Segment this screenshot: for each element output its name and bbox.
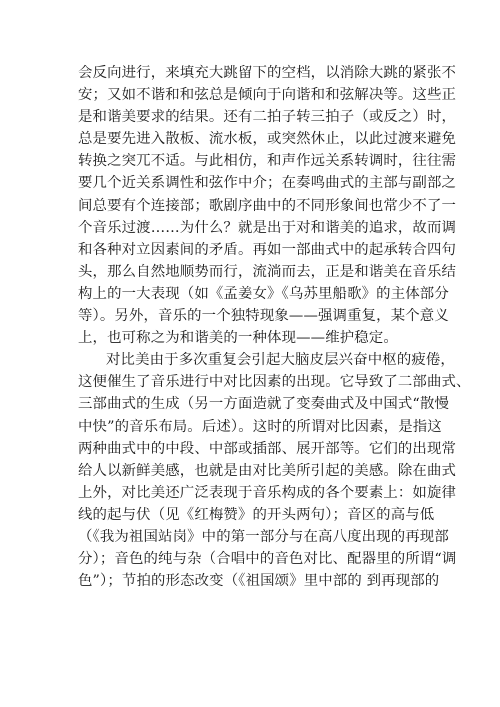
paragraph-2-line-3: 三部曲式的生成（另一方面造就了变奏曲式及中国式“散慢 [78,396,450,413]
paragraph-2-line-9: （《我为祖国站岗》中的第一部分与在高八度出现的再现部 [78,528,449,545]
paragraph-1-line-10: 头，那么自然地顺势而行，流淌而去，正是和谐美在音乐结 [78,263,457,280]
paragraph-1-line-12: 等）。另外，音乐的一个独特现象——强调重复，某个意义 [78,308,449,325]
paragraph-1-line-11: 构上的一大表现（如《孟姜女》《乌苏里船歌》的主体部分 [78,285,449,302]
paragraph-2-line-8: 线的起与伏（见《红梅赞》的开头两句）；音区的高与低 [78,506,435,523]
paragraph-2-line-4: 中快”的音乐布局。后述）。这时的所谓对比因素，是指这 [78,418,442,435]
paragraph-1-line-4: 总是要先进入散板、流水板，或突然休止，以此过渡来避免 [78,131,457,148]
paragraph-1-line-5: 转换之突兀不适。与此相仿，和声作远关系转调时，往往需 [78,153,457,170]
paragraph-2-line-6: 给人以新鲜美感，也就是由对比美所引起的美感。除在曲式 [78,462,457,479]
paragraph-1-line-3: 是和谐美要求的结果。还有二拍子转三拍子（或反之）时， [78,109,457,126]
paragraph-1-line-8: 个音乐过渡……为什么？就是出于对和谐美的追求，故而调 [78,219,457,236]
paragraph-1-line-2: 安；又如不谐和和弦总是倾向于向谐和和弦解决等。这些正 [78,87,457,104]
paragraph-1-line-9: 和各种对立因素间的矛盾。再如一部曲式中的起承转合四句 [78,241,457,258]
paragraph-1-line-1: 会反向进行，来填充大跳留下的空档，以消除大跳的紧张不 [78,65,457,81]
paragraph-2-line-10: 分）；音色的纯与杂（合唱中的音色对比、配器里的所谓“调 [78,551,457,568]
paragraph-2-line-7: 上外，对比美还广泛表现于音乐构成的各个要素上：如旋律 [78,484,457,501]
body-text [78,62,471,592]
paragraph-1-line-7: 间总要有个连接部；歌剧序曲中的不同形象间也常少不了一 [78,197,457,214]
paragraph-1-line-13: 上，也可称之为和谐美的一种体现——维护稳定。 [78,330,398,347]
paragraph-2-line-5: 两种曲式中的中段、中部或插部、展开部等。它们的出现常 [78,440,457,457]
paragraph-2-line-1: 对比美由于多次重复会引起大脑皮层兴奋中枢的疲倦， [106,352,455,369]
paragraph-1-line-6: 要几个近关系调性和弦作中介；在奏鸣曲式的主部与副部之 [78,175,457,192]
paragraph-2-line-2: 这便催生了音乐进行中对比因素的出现。它导致了二部曲式、 [78,374,471,391]
paragraph-2-line-11: 色”）；节拍的形态改变（《祖国颂》里中部的 到再现部的 [78,573,440,590]
